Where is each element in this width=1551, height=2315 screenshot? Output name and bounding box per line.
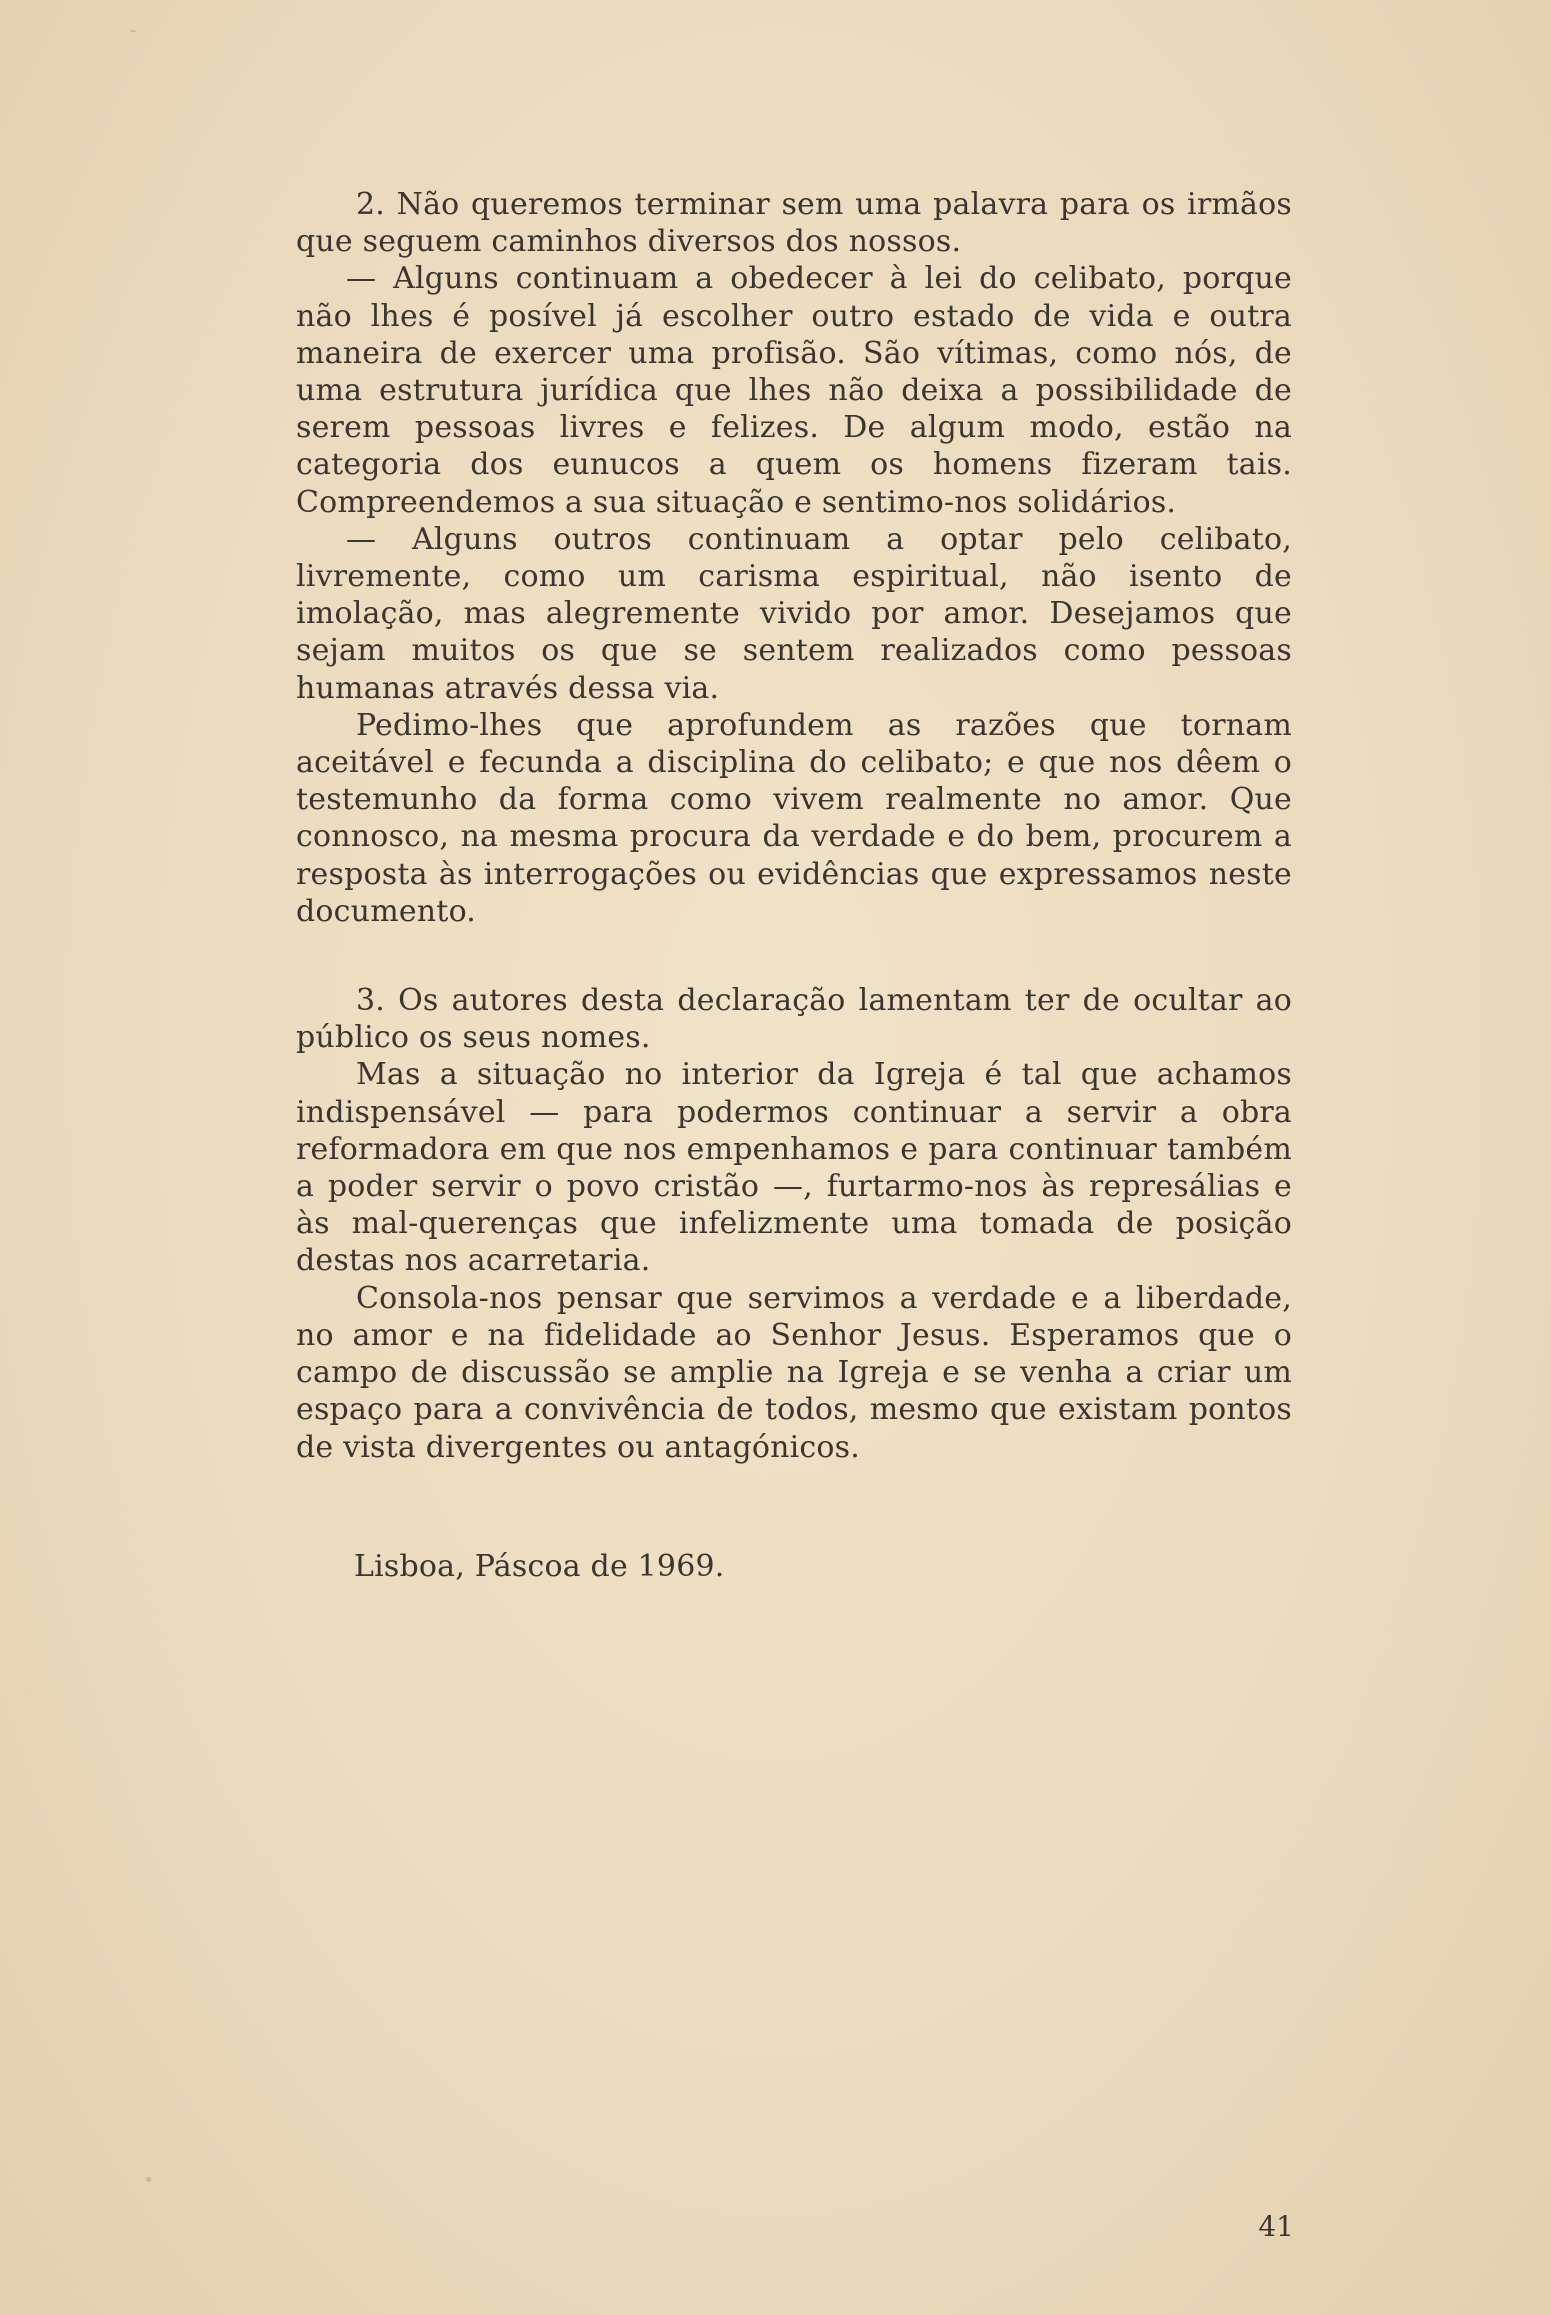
paper-speck (146, 2177, 151, 2182)
paragraph-section-3-intro: 3. Os autores desta declaração lamentam ter de ocultar ao público os seus nomes. (296, 983, 1292, 1056)
paragraph-celibacy-choice: — Alguns outros continuam a optar pelo celibato, livremente, como um carisma espiritual, não isento de imolação, mas alegremente vivido por amor. Desejamos que sejam muitos os que se sentem realizados como pessoas humanas através dessa via. (296, 521, 1292, 706)
paper-speck (130, 30, 136, 32)
document-body (296, 186, 1292, 1585)
page-number: 41 (1258, 2210, 1294, 2243)
signature-spacer (296, 1466, 1292, 1548)
section-spacer (296, 930, 1292, 982)
paragraph-closing: Consola-nos pensar que servimos a verdade e a liberdade, no amor e na fidelidade ao Senhor Jesus. Esperamos que o campo de discussão se amplie na Igreja e se venha a criar um espaço para a convivência de todos, mesmo que existam pontos de vista divergentes ou antagónicos. (296, 1280, 1292, 1465)
paragraph-section-2-intro: 2. Não queremos terminar sem uma palavra para os irmãos que seguem caminhos diversos dos nossos. (296, 187, 1292, 260)
paragraph-request: Pedimo-lhes que aprofundem as razões que tornam aceitável e fecunda a disciplina do celibato; e que nos dêem o testemunho da forma como vivem realmente no amor. Que connosco, na mesma procura da verdade e do bem, procurem a resposta às interrogações ou evidências que expressamos neste documento. (296, 707, 1292, 929)
signature-place-date: Lisboa, Páscoa de 1969. (354, 1548, 725, 1584)
paragraph-celibacy-obligation: — Alguns continuam a obedecer à lei do celibato, porque não lhes é posível já escolher outro estado de vida e outra maneira de exercer uma profisão. São vítimas, como nós, de uma estrutura jurídica que lhes não deixa a possibilidade de serem pessoas livres e felizes. De algum modo, estão na categoria dos eunucos a quem os homens fizeram tais. Compreendemos a sua situação e sentimo-nos solidários. (296, 261, 1292, 520)
paragraph-anonymity-reason: Mas a situação no interior da Igreja é tal que achamos indispensável — para podermos continuar a servir a obra reformadora em que nos empenhamos e para continuar também a poder servir o povo cristão —, furtarmo-nos às represálias e às mal-querenças que infelizmente uma tomada de posição destas nos acarretaria. (296, 1057, 1292, 1279)
